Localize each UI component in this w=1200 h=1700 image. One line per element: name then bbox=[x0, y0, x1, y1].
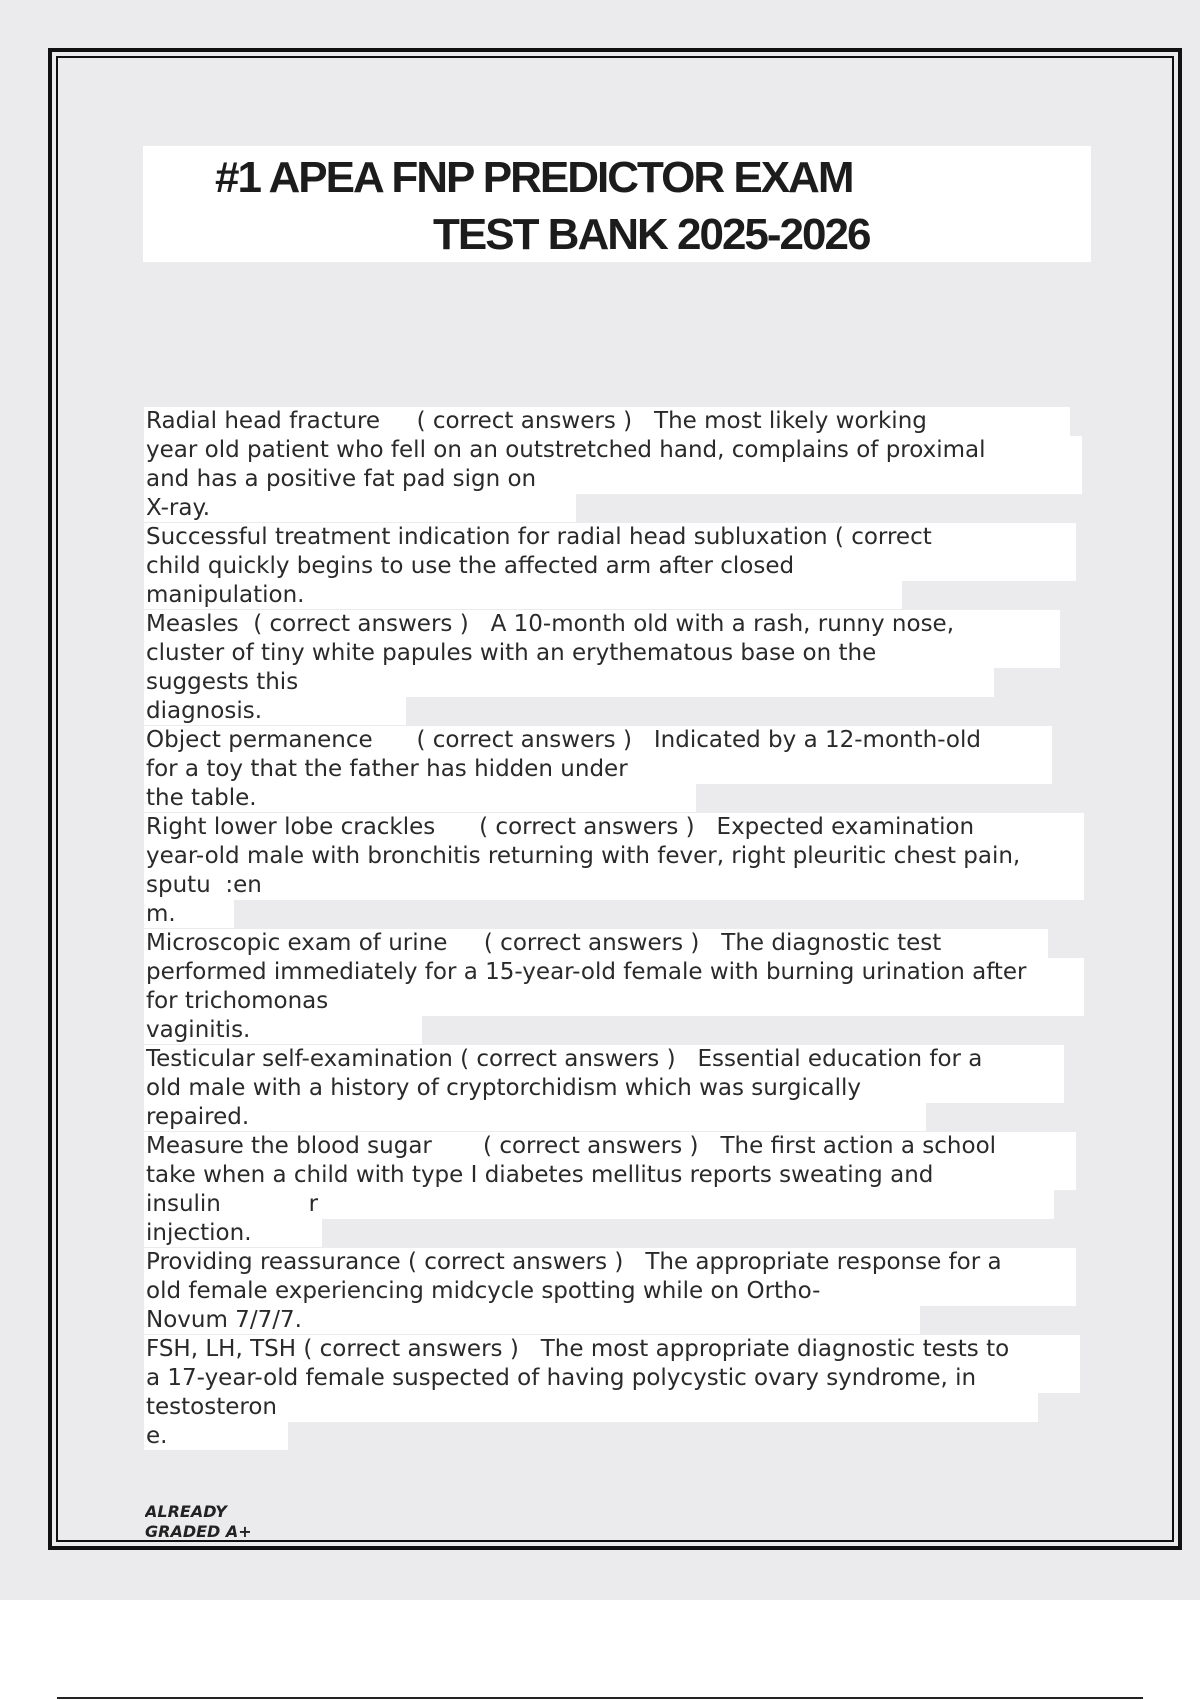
qa-line: for a toy that the father has hidden under bbox=[146, 756, 628, 782]
qa-line: vaginitis. bbox=[146, 1017, 251, 1043]
qa-line: suggests this bbox=[146, 669, 299, 695]
qa-line: for trichomonas bbox=[146, 988, 329, 1014]
qa-line: FSH, LH, TSH ( correct answers ) The most appropriate diagnostic tests to bbox=[146, 1336, 1010, 1362]
qa-line: sputu :en bbox=[146, 872, 262, 898]
qa-line: Radial head fracture ( correct answers ) The most likely working bbox=[146, 408, 927, 434]
page-title-line-1: #1 APEA FNP PREDICTOR EXAM bbox=[215, 153, 853, 202]
qa-line: Microscopic exam of urine ( correct answers ) The diagnostic test bbox=[146, 930, 942, 956]
qa-line: year old patient who fell on an outstretched hand, complains of proximal bbox=[146, 437, 986, 463]
bottom-divider bbox=[57, 1697, 1143, 1699]
qa-line: diagnosis. bbox=[146, 698, 262, 724]
qa-line: Object permanence ( correct answers ) Indicated by a 12-month-old bbox=[146, 727, 981, 753]
qa-line: old female experiencing midcycle spotting while on Ortho- bbox=[146, 1278, 821, 1304]
qa-line: testosteron bbox=[146, 1394, 277, 1420]
qa-line: injection. bbox=[146, 1220, 252, 1246]
qa-line: repaired. bbox=[146, 1104, 250, 1130]
qa-line: child quickly begins to use the affected arm after closed bbox=[146, 553, 795, 579]
qa-line: and has a positive fat pad sign on bbox=[146, 466, 537, 492]
qa-line: m. bbox=[146, 901, 176, 927]
qa-line: e. bbox=[146, 1423, 168, 1449]
qa-line: X-ray. bbox=[146, 495, 211, 521]
qa-line: a 17-year-old female suspected of having polycystic ovary syndrome, in bbox=[146, 1365, 977, 1391]
qa-line: Testicular self-examination ( correct answers ) Essential education for a bbox=[146, 1046, 983, 1072]
qa-line: insulin r bbox=[146, 1191, 319, 1217]
qa-line: cluster of tiny white papules with an erythematous base on the bbox=[146, 640, 877, 666]
qa-line: old male with a history of cryptorchidism which was surgically bbox=[146, 1075, 862, 1101]
qa-line: manipulation. bbox=[146, 582, 305, 608]
qa-line: Successful treatment indication for radial head subluxation ( correct bbox=[146, 524, 932, 550]
qa-line: Novum 7/7/7. bbox=[146, 1307, 302, 1333]
text-highlight bbox=[144, 1103, 926, 1131]
qa-line: Right lower lobe crackles ( correct answers ) Expected examination bbox=[146, 814, 975, 840]
graded-note: ALREADY GRADED A+ bbox=[145, 1502, 252, 1541]
qa-line: Measure the blood sugar ( correct answers ) The first action a school bbox=[146, 1133, 997, 1159]
qa-line: take when a child with type I diabetes mellitus reports sweating and bbox=[146, 1162, 934, 1188]
qa-line: year-old male with bronchitis returning with fever, right pleuritic chest pain, bbox=[146, 843, 1021, 869]
qa-line: Measles ( correct answers ) A 10-month old with a rash, runny nose, bbox=[146, 611, 955, 637]
qa-line: performed immediately for a 15-year-old female with burning urination after bbox=[146, 959, 1027, 985]
page-title-line-2: TEST BANK 2025-2026 bbox=[433, 210, 870, 259]
qa-line: the table. bbox=[146, 785, 257, 811]
qa-line: Providing reassurance ( correct answers ) The appropriate response for a bbox=[146, 1249, 1002, 1275]
text-highlight bbox=[144, 1393, 1038, 1422]
